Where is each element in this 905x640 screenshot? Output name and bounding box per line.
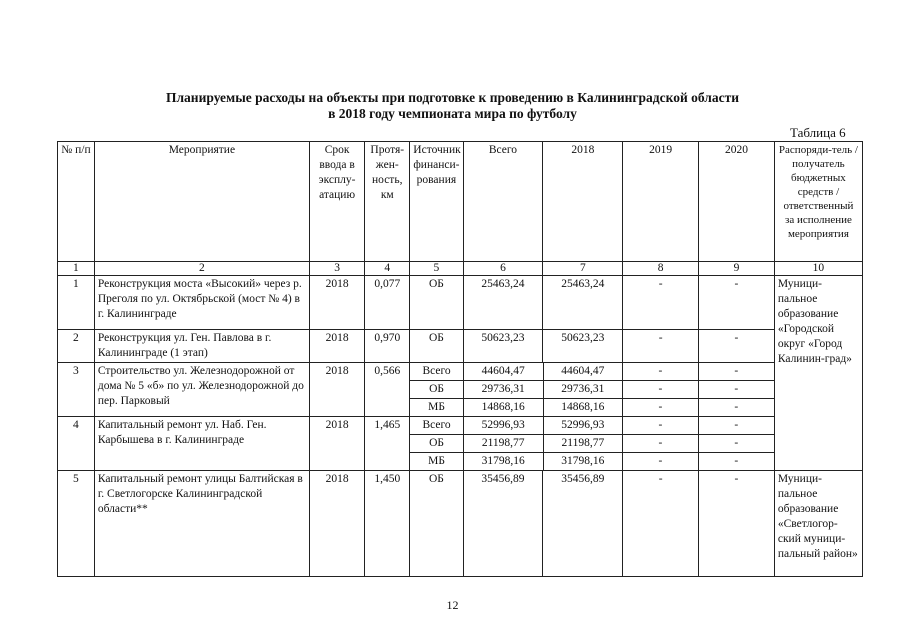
row-2018: 50623,23	[543, 330, 623, 363]
table-label: Таблица 6	[790, 125, 846, 140]
row-term: 2018	[309, 276, 364, 330]
header-manager: Распоряди-тель / получатель бюджетных средств / ответственный за исполнение мероприятия	[774, 142, 862, 262]
row-2020: -	[699, 330, 775, 363]
table-row	[58, 276, 863, 330]
table-row	[58, 417, 863, 471]
row-event: Реконструкция моста «Высокий» через р. Преголя по ул. Октябрьской (мост № 4) в г. Калининграде	[94, 276, 309, 330]
row-2020: -	[698, 417, 774, 435]
document-title	[0, 90, 905, 122]
header-2019: 2019	[623, 142, 699, 262]
header-no: № п/п	[58, 142, 95, 262]
col-number: 5	[410, 262, 463, 276]
row-2019: -	[623, 399, 699, 417]
row-2018: 35456,89	[543, 471, 623, 577]
col-number: 7	[543, 262, 623, 276]
row-2020: -	[698, 453, 774, 471]
row-term: 2018	[309, 417, 364, 471]
row-total: 35456,89	[463, 471, 543, 577]
header-term: Срок ввода в эксплу-атацию	[309, 142, 364, 262]
row-event: Капитальный ремонт ул. Наб. Ген. Карбышева в г. Калининграде	[94, 417, 309, 471]
row-2019: -	[623, 435, 699, 453]
header-source: Источник финанси-рования	[410, 142, 463, 262]
row-total: 50623,23	[463, 330, 543, 363]
row-length: 0,970	[365, 330, 410, 363]
row-length: 0,566	[365, 363, 410, 417]
row-2019: -	[623, 471, 699, 577]
row-source: ОБ	[410, 435, 463, 453]
header-event: Мероприятие	[94, 142, 309, 262]
row-2020: -	[698, 399, 774, 417]
header-2018: 2018	[543, 142, 623, 262]
row-length: 1,450	[365, 471, 410, 577]
manager-svetlogorsk: Муници-пальное образование «Светлогор-ский муници-пальный район»	[774, 471, 862, 577]
row-total: 25463,24	[463, 276, 543, 330]
row-2019: -	[623, 276, 699, 330]
row-length: 0,077	[365, 276, 410, 330]
row-term: 2018	[309, 330, 364, 363]
row-2018: 52996,93	[543, 417, 623, 435]
row-source: ОБ	[410, 330, 463, 363]
row-2020: -	[699, 276, 775, 330]
row-source: Всего	[410, 417, 463, 435]
row-no: 1	[58, 276, 95, 330]
row-2018: 25463,24	[543, 276, 623, 330]
col-number: 6	[463, 262, 543, 276]
col-number: 8	[623, 262, 699, 276]
row-total: 14868,16	[463, 399, 543, 417]
col-number: 3	[309, 262, 364, 276]
table-row	[58, 471, 863, 577]
column-number-row	[58, 262, 863, 276]
row-2020: -	[698, 363, 774, 381]
row-event: Реконструкция ул. Ген. Павлова в г. Калининграде (1 этап)	[94, 330, 309, 363]
header-length: Протя-жен-ность, км	[365, 142, 410, 262]
row-no: 2	[58, 330, 95, 363]
table-row	[58, 363, 863, 417]
row-source: Всего	[410, 363, 463, 381]
col-number: 1	[58, 262, 95, 276]
row-2019: -	[623, 330, 699, 363]
row-source: МБ	[410, 453, 463, 471]
row-total: 44604,47	[463, 363, 543, 381]
row-length: 1,465	[365, 417, 410, 471]
manager-kaliningrad: Муници-пальное образование «Городской округ «Город Калинин-град»	[774, 276, 862, 471]
row-term: 2018	[309, 363, 364, 417]
col-number: 2	[94, 262, 309, 276]
col-number: 9	[699, 262, 775, 276]
row-total: 29736,31	[463, 381, 543, 399]
row-no: 5	[58, 471, 95, 577]
row-2019: -	[623, 453, 699, 471]
row-total: 52996,93	[463, 417, 543, 435]
row-2018: 29736,31	[543, 381, 623, 399]
title-line-2: в 2018 году чемпионата мира по футболу	[328, 106, 577, 121]
row-2020: -	[698, 435, 774, 453]
title-line-1: Планируемые расходы на объекты при подготовке к проведению в Калининградской области	[165, 90, 739, 105]
row-2019: -	[623, 363, 699, 381]
source-breakdown	[410, 363, 775, 417]
row-event: Строительство ул. Железнодорожной от дома № 5 «б» по ул. Железнодорожной до пер. Парковый	[94, 363, 309, 417]
row-source: ОБ	[410, 471, 463, 577]
header-row	[58, 142, 863, 262]
row-total: 21198,77	[463, 435, 543, 453]
row-term: 2018	[309, 471, 364, 577]
header-total: Всего	[463, 142, 543, 262]
row-2020: -	[698, 381, 774, 399]
row-2020: -	[699, 471, 775, 577]
row-source: ОБ	[410, 381, 463, 399]
row-2019: -	[623, 417, 699, 435]
row-event: Капитальный ремонт улицы Балтийская в г. Светлогорске Калининградской области**	[94, 471, 309, 577]
row-no: 4	[58, 417, 95, 471]
source-breakdown	[410, 417, 775, 471]
row-source: ОБ	[410, 276, 463, 330]
col-number: 4	[365, 262, 410, 276]
row-2018: 31798,16	[543, 453, 623, 471]
row-total: 31798,16	[463, 453, 543, 471]
row-2018: 14868,16	[543, 399, 623, 417]
row-2018: 21198,77	[543, 435, 623, 453]
row-source: МБ	[410, 399, 463, 417]
page-number: 12	[446, 598, 459, 612]
expenses-table	[57, 141, 863, 577]
header-2020: 2020	[699, 142, 775, 262]
table-row	[58, 330, 863, 363]
col-number: 10	[774, 262, 862, 276]
row-no: 3	[58, 363, 95, 417]
row-2018: 44604,47	[543, 363, 623, 381]
row-2019: -	[623, 381, 699, 399]
